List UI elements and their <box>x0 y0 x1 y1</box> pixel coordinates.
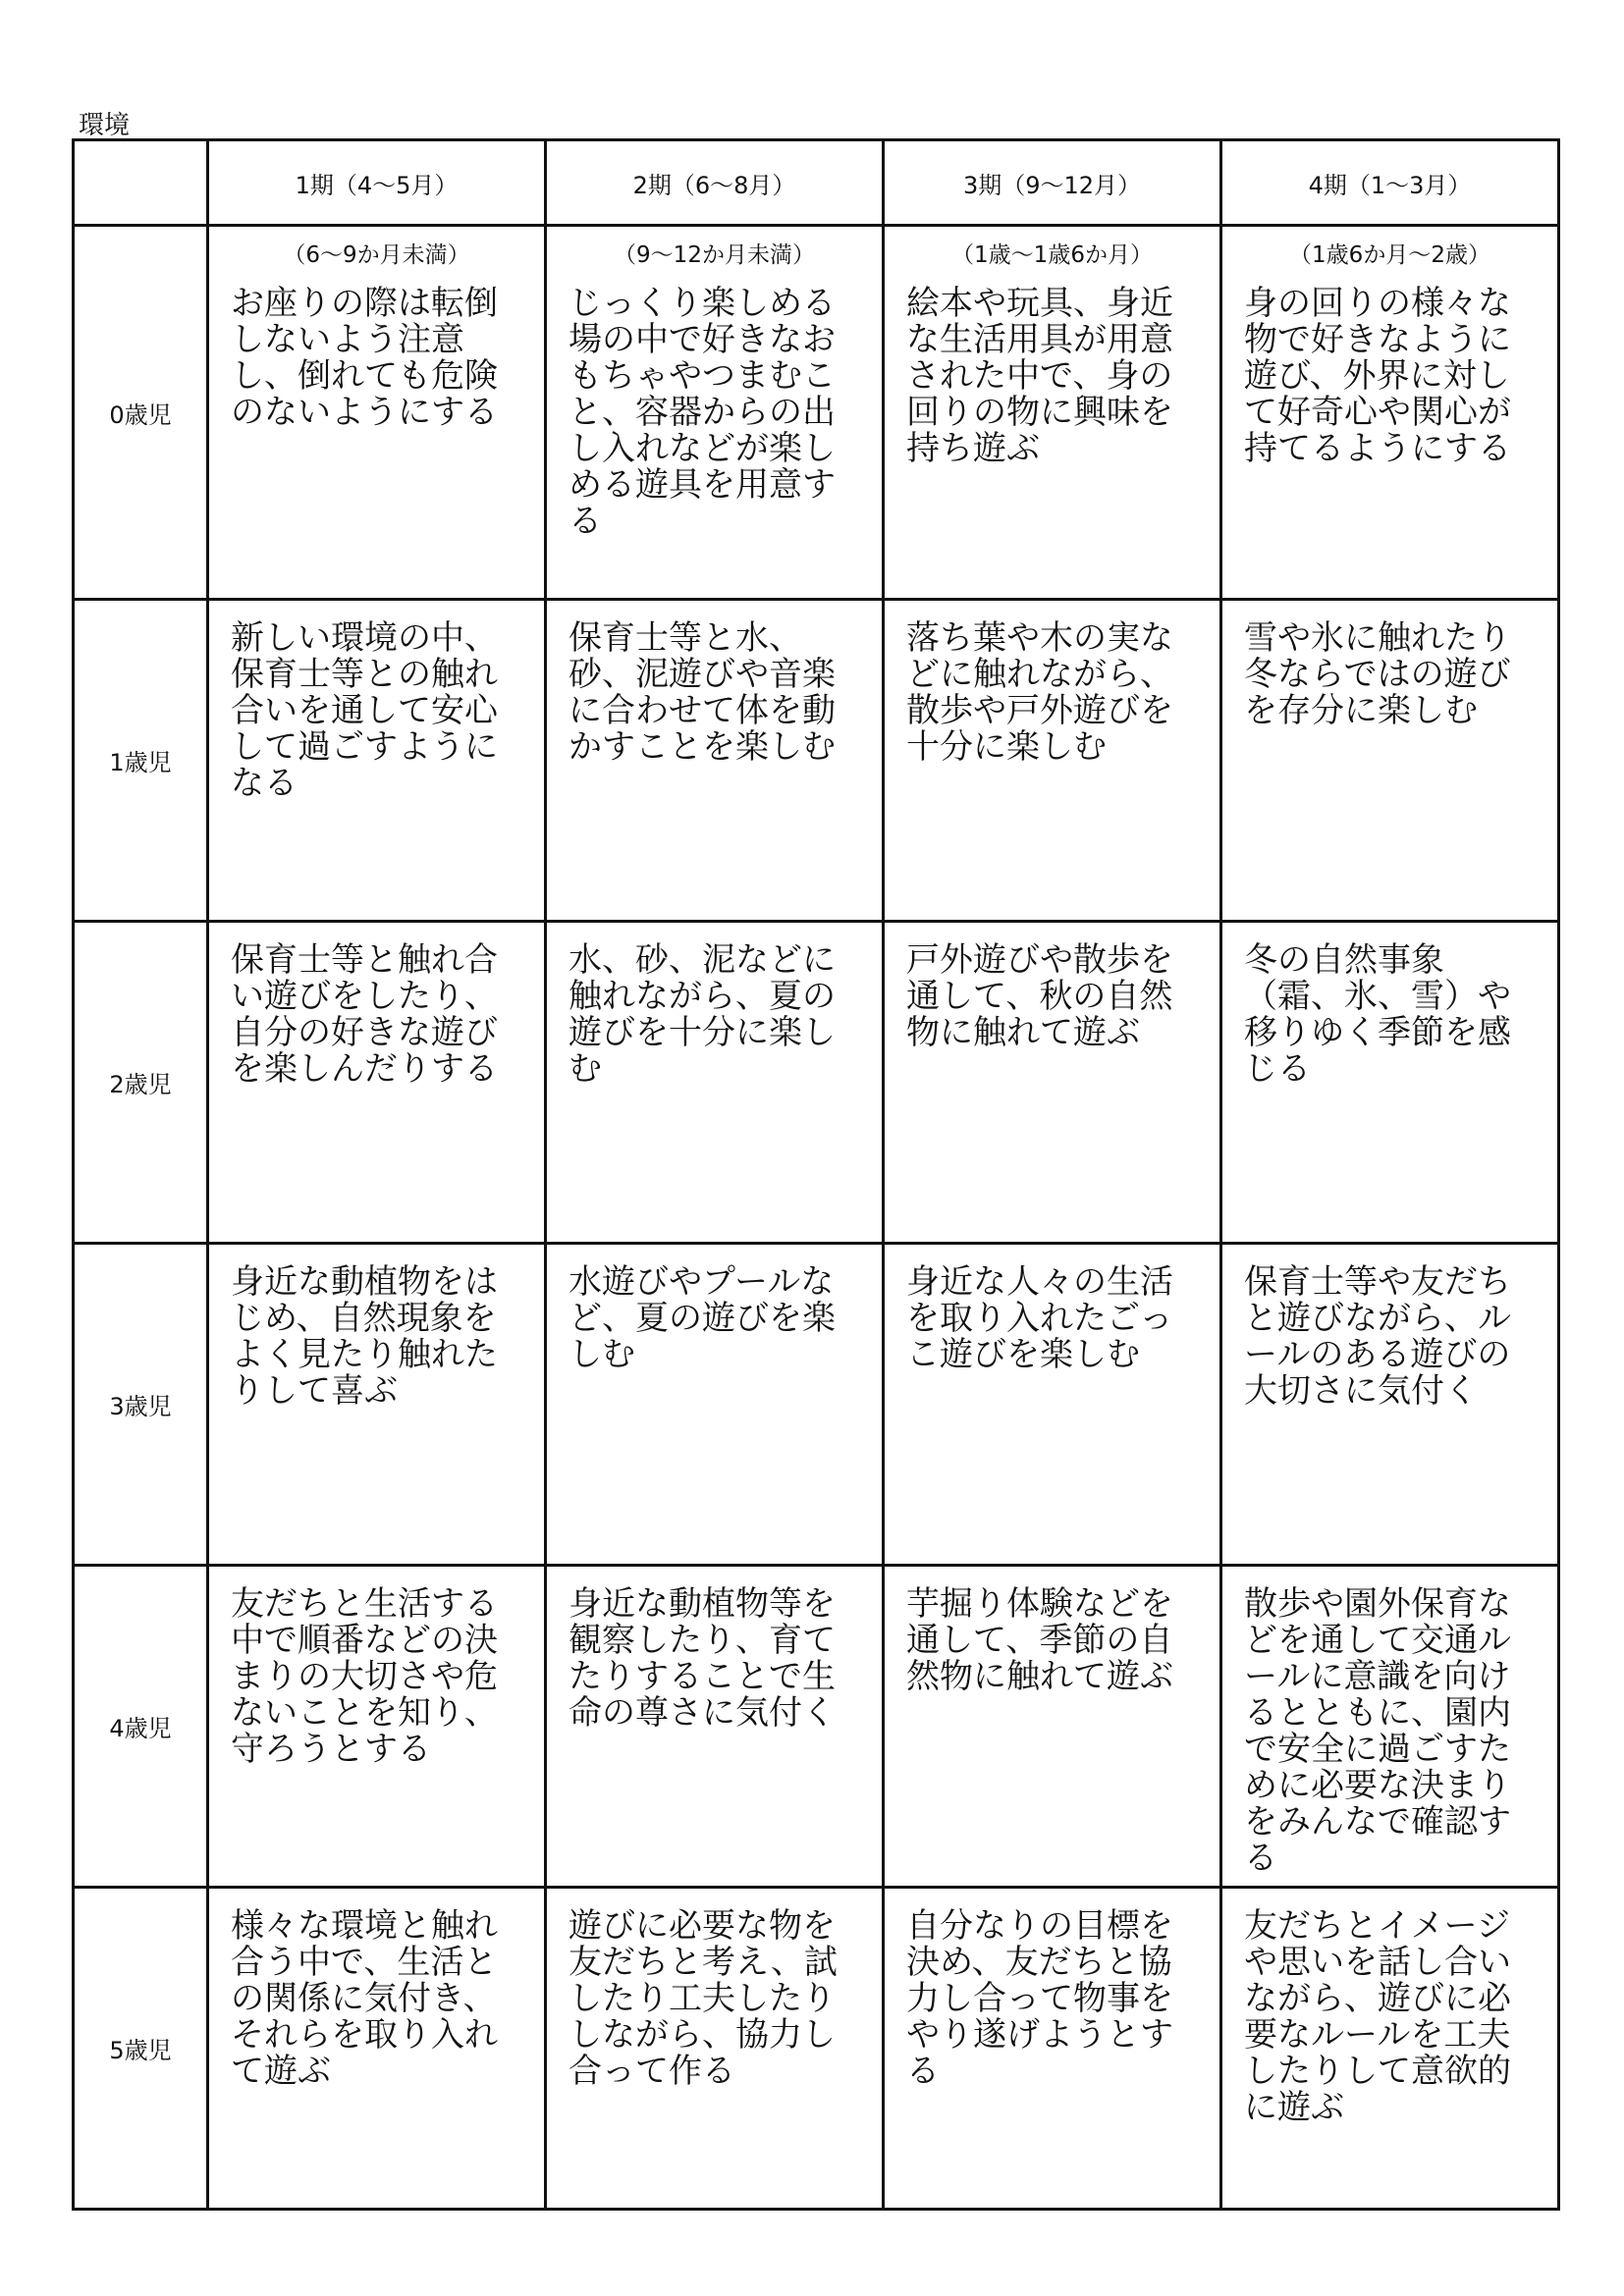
row-header-age: 1歳児 <box>74 600 208 922</box>
cell-text: 身近な動植物等を観察したり、育てたりすることで生命の尊さに気付く <box>568 1584 836 1733</box>
cell-text: 保育士等と水、砂、泥遊びや音楽に合わせて体を動かすことを楽しむ <box>568 618 836 767</box>
cell-text: 身近な人々の生活を取り入れたごっこ遊びを楽しむ <box>906 1262 1173 1374</box>
table-cell <box>884 1566 1221 1888</box>
table-cell <box>1221 1566 1559 1888</box>
table-cell <box>1221 1244 1559 1566</box>
cell-text: 芋掘り体験などを通して、季節の自然物に触れて遊ぶ <box>906 1584 1173 1696</box>
table-cell <box>884 1888 1221 2210</box>
cell-text: 散歩や園外保育などを通して交通ルールに意識を向けるとともに、園内で安全に過ごすために必要な決まりをみんなで確認する <box>1244 1584 1511 1878</box>
table-row <box>74 922 1559 1244</box>
table-cell <box>884 922 1221 1244</box>
cell-text: 友だちとイメージや思いを話し合いながら、遊びに必要なルールを工夫したりして意欲的に遊ぶ <box>1244 1906 1511 2127</box>
infant-age-range: （6～9か月未満） <box>283 242 470 268</box>
table-cell <box>884 1244 1221 1566</box>
table-row <box>74 226 1559 600</box>
table-cell <box>546 922 884 1244</box>
table-cell <box>1221 922 1559 1244</box>
environment-plan-table <box>72 138 1560 2211</box>
row-header-age: 2歳児 <box>74 922 208 1244</box>
cell-text: 絵本や玩具、身近な生活用具が用意された中で、身の回りの物に興味を持ち遊ぶ <box>906 284 1173 468</box>
cell-text: 保育士等と触れ合い遊びをしたり、自分の好きな遊びを楽しんだりする <box>231 940 498 1089</box>
cell-text: 戸外遊びや散歩を通して、秋の自然物に触れて遊ぶ <box>906 940 1173 1052</box>
cell-text: 水遊びやプールなど、夏の遊びを楽しむ <box>568 1262 836 1374</box>
cell-text: 自分なりの目標を決め、友だちと協力し合って物事をやり遂げようとする <box>906 1906 1173 2091</box>
cell-text: 保育士等や友だちと遊びながら、ルールのある遊びの大切さに気付く <box>1244 1262 1511 1411</box>
corner-cell <box>74 140 208 226</box>
row-header-age: 4歳児 <box>74 1566 208 1888</box>
infant-age-range: （1歳～1歳6か月） <box>951 242 1153 268</box>
table-cell <box>884 226 1221 600</box>
table-cell <box>1221 600 1559 922</box>
row-header-age: 3歳児 <box>74 1244 208 1566</box>
row-header-age: 0歳児 <box>74 226 208 600</box>
table-cell <box>208 1244 546 1566</box>
table-cell <box>1221 226 1559 600</box>
table-cell <box>208 1888 546 2210</box>
column-header-period-2: 2期（6～8月） <box>546 140 884 226</box>
cell-text: 冬の自然事象（霜、氷、雪）や移りゆく季節を感じる <box>1244 940 1511 1089</box>
infant-age-range: （1歳6か月～2歳） <box>1289 242 1490 268</box>
table-row <box>74 600 1559 922</box>
cell-text: お座りの際は転倒しないよう注意し、倒れても危険のないようにする <box>231 284 498 432</box>
header-row <box>74 140 1559 226</box>
cell-text: 新しい環境の中、保育士等との触れ合いを通して安心して過ごすようになる <box>231 618 498 803</box>
column-header-period-3: 3期（9～12月） <box>884 140 1221 226</box>
cell-text: 落ち葉や木の実などに触れながら、散歩や戸外遊びを十分に楽しむ <box>906 618 1173 767</box>
cell-text: じっくり楽しめる場の中で好きなおもちゃやつまむこと、容器からの出し入れなどが楽しめる遊具を用意する <box>568 284 836 541</box>
table-cell <box>1221 1888 1559 2210</box>
cell-text: 遊びに必要な物を友だちと考え、試したり工夫したりしながら、協力し合って作る <box>568 1906 839 2091</box>
table-row <box>74 1244 1559 1566</box>
table-cell <box>208 226 546 600</box>
page-heading: 環境 <box>79 111 131 140</box>
table-cell <box>208 922 546 1244</box>
table-row <box>74 1566 1559 1888</box>
column-header-period-1: 1期（4～5月） <box>208 140 546 226</box>
infant-age-range: （9～12か月未満） <box>614 242 815 268</box>
cell-text: 様々な環境と触れ合う中で、生活との関係に気付き、それらを取り入れて遊ぶ <box>231 1906 498 2091</box>
cell-text: 身の回りの様々な物で好きなように遊び、外界に対して好奇心や関心が持てるようにする <box>1244 284 1511 468</box>
table-cell <box>546 1888 884 2210</box>
table-cell <box>208 600 546 922</box>
column-header-period-4: 4期（1～3月） <box>1221 140 1559 226</box>
table-cell <box>546 1566 884 1888</box>
table-cell <box>884 600 1221 922</box>
table-cell <box>546 1244 884 1566</box>
row-header-age: 5歳児 <box>74 1888 208 2210</box>
table-cell <box>546 226 884 600</box>
cell-text: 身近な動植物をはじめ、自然現象をよく見たり触れたりして喜ぶ <box>231 1262 498 1411</box>
table-row <box>74 1888 1559 2210</box>
table-cell <box>208 1566 546 1888</box>
cell-text: 雪や氷に触れたり冬ならではの遊びを存分に楽しむ <box>1244 618 1511 730</box>
cell-text: 友だちと生活する中で順番などの決まりの大切さや危ないことを知り、守ろうとする <box>231 1584 498 1769</box>
cell-text: 水、砂、泥などに触れながら、夏の遊びを十分に楽しむ <box>568 940 836 1089</box>
table-cell <box>546 600 884 922</box>
